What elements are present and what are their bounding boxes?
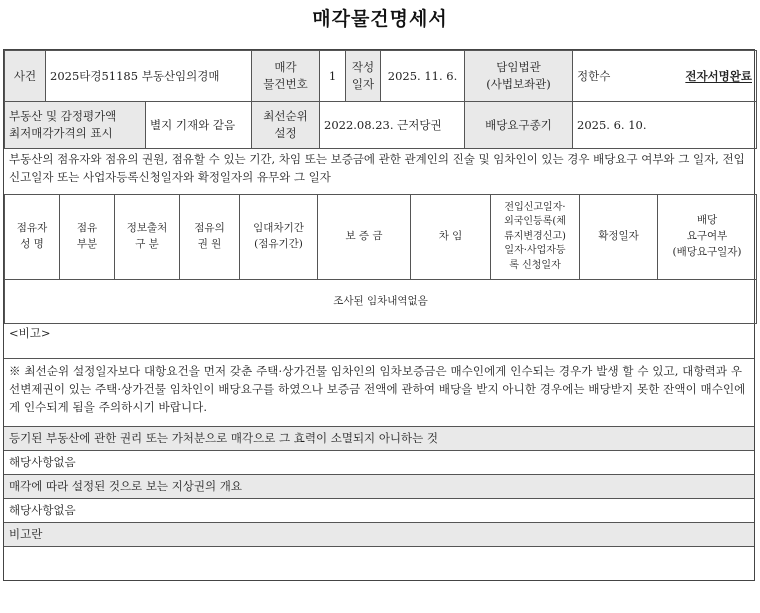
judge-cell bbox=[573, 51, 757, 102]
col-occupant-name: 점유자 성 명 bbox=[5, 195, 60, 280]
section-value-remarks bbox=[4, 546, 754, 580]
first-right-label: 최선순위 설정 bbox=[252, 102, 320, 149]
section-value-unextinguished-rights: 해당사항없음 bbox=[4, 450, 754, 474]
remark-label: <비고> bbox=[9, 326, 51, 340]
col-dividend-request: 배당 요구여부 (배당요구일자) bbox=[658, 195, 757, 280]
case-label: 사건 bbox=[5, 51, 46, 102]
col-lease-period: 임대차기간 (점유기간) bbox=[240, 195, 318, 280]
col-info-source: 정보출처 구 분 bbox=[115, 195, 180, 280]
judge-name: 정한수 bbox=[577, 68, 611, 83]
col-deposit: 보 증 금 bbox=[318, 195, 411, 280]
col-fixed-date: 확정일자 bbox=[580, 195, 658, 280]
deadline-value: 2025. 6. 10. bbox=[573, 102, 757, 149]
first-right-value: 2022.08.23. 근저당권 bbox=[320, 102, 465, 149]
section-title-unextinguished-rights: 등기된 부동산에 관한 권리 또는 가처분으로 매각으로 그 효력이 소멸되지 아니하는 것 bbox=[4, 426, 754, 450]
occupancy-table bbox=[4, 194, 757, 324]
deadline-label: 배당요구종기 bbox=[465, 102, 573, 149]
occupancy-empty-note: 조사된 임차내역없음 bbox=[5, 280, 757, 324]
col-rent: 차 임 bbox=[411, 195, 491, 280]
write-date-label: 작성 일자 bbox=[346, 51, 381, 102]
col-occupied-part: 점유 부분 bbox=[60, 195, 115, 280]
document-title: 매각물건명세서 bbox=[312, 8, 448, 30]
notice-text: ※ 최선순위 설정일자보다 대항요건을 먼저 갖춘 주택·상가건물 임차인의 임차보증금은 매수인에게 인수되는 경우가 발생 할 수 있고, 대항력과 우선변제권이 있는 주택·상가건물 임차인이 배당요구를 하였으나 보증금 전액에 관하여 배당을 받지 아니한 경우에는 배당받지 못한 잔액이 매수인에게 인수되게 됨을 주의하시기 바랍니다. bbox=[4, 358, 754, 426]
judge-label: 담임법관 (사법보좌관) bbox=[465, 51, 573, 102]
write-date: 2025. 11. 6. bbox=[381, 51, 465, 102]
section-value-surface-rights: 해당사항없음 bbox=[4, 498, 754, 522]
item-number-label: 매각 물건번호 bbox=[252, 51, 320, 102]
section-title-remarks: 비고란 bbox=[4, 522, 754, 546]
col-move-in-date: 전입신고일자· 외국인등록(체 류지변경신고) 일자·사업자등 록 신청일자 bbox=[491, 195, 580, 280]
item-number: 1 bbox=[320, 51, 346, 102]
section-title-surface-rights: 매각에 따라 설정된 것으로 보는 지상권의 개요 bbox=[4, 474, 754, 498]
price-label: 부동산 및 감정평가액 최저매각가격의 표시 bbox=[5, 102, 146, 149]
header-table bbox=[4, 50, 757, 149]
col-occupancy-title: 점유의 권 원 bbox=[180, 195, 240, 280]
e-signature-stamp: 전자서명완료 bbox=[685, 68, 752, 83]
sale-item-statement bbox=[3, 49, 755, 581]
price-value: 별지 기재와 같음 bbox=[146, 102, 252, 149]
case-number: 2025타경51185 부동산임의경매 bbox=[46, 51, 252, 102]
occupancy-intro: 부동산의 점유자와 점유의 권원, 점유할 수 있는 기간, 차임 또는 보증금에 관한 관계인의 진술 및 임차인이 있는 경우 배당요구 여부와 그 일자, 전입신고일자 또는 사업자등록신청일자와 확정일자의 유무와 그 일자 bbox=[9, 152, 745, 184]
